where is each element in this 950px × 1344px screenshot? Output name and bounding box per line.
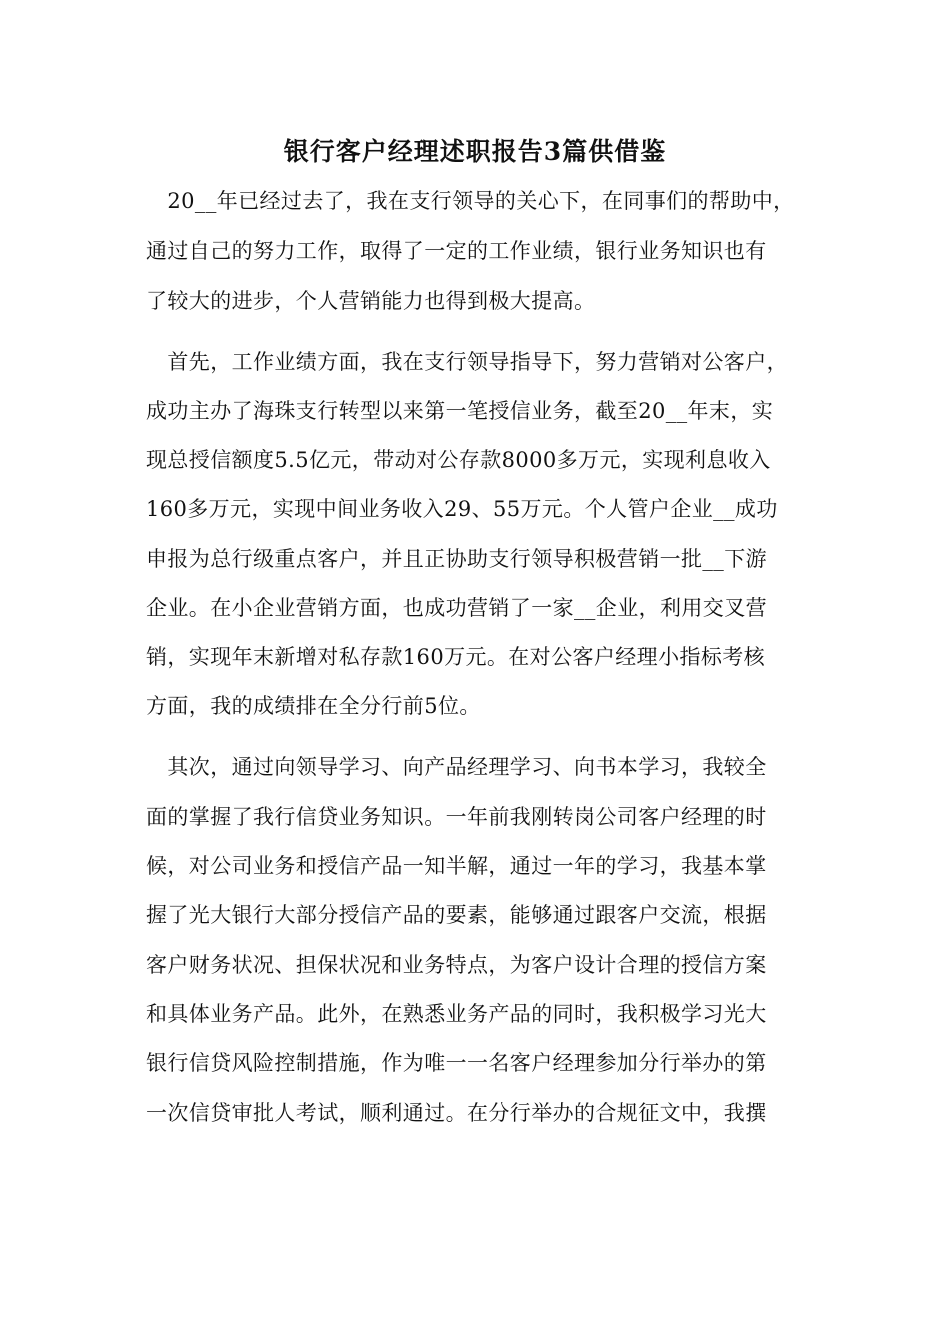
paragraph-3-line-3: 候，对公司业务和授信产品一知半解，通过一年的学习，我基本掌 — [146, 854, 767, 878]
paragraph-3-line-2: 面的掌握了我行信贷业务知识。一年前我刚转岗公司客户经理的时 — [146, 805, 767, 829]
paragraph-2-line-8: 方面，我的成绩排在全分行前5位。 — [146, 694, 481, 718]
paragraph-1-line-1: 20__年已经过去了，我在支行领导的关心下，在同事们的帮助中， — [146, 189, 795, 213]
paragraph-2-line-3: 现总授信额度5.5亿元，带动对公存款8000多万元，实现利息收入 — [146, 448, 771, 472]
paragraph-3-line-4: 握了光大银行大部分授信产品的要素，能够通过跟客户交流，根据 — [146, 903, 767, 927]
paragraph-3-line-7: 银行信贷风险控制措施，作为唯一一名客户经理参加分行举办的第 — [146, 1051, 767, 1075]
paragraph-3-line-8: 一次信贷审批人考试，顺利通过。在分行举办的合规征文中，我撰 — [146, 1101, 767, 1125]
paragraph-2-line-7: 销，实现年末新增对私存款160万元。在对公客户经理小指标考核 — [146, 645, 766, 669]
paragraph-3-line-5: 客户财务状况、担保状况和业务特点，为客户设计合理的授信方案 — [146, 953, 767, 977]
paragraph-2-line-6: 企业。在小企业营销方面，也成功营销了一家__企业，利用交叉营 — [146, 596, 767, 620]
paragraph-3-line-1: 其次，通过向领导学习、向产品经理学习、向书本学习，我较全 — [146, 755, 767, 779]
paragraph-2-line-1: 首先，工作业绩方面，我在支行领导指导下，努力营销对公客户， — [146, 350, 788, 374]
paragraph-2-line-4: 160多万元，实现中间业务收入29、55万元。个人管户企业__成功 — [146, 497, 778, 521]
paragraph-1-line-3: 了较大的进步，个人营销能力也得到极大提高。 — [146, 289, 596, 313]
paragraph-2-line-5: 申报为总行级重点客户，并且正协助支行领导积极营销一批__下游 — [146, 547, 767, 571]
paragraph-3-line-6: 和具体业务产品。此外，在熟悉业务产品的同时，我积极学习光大 — [146, 1002, 767, 1026]
paragraph-1-line-2: 通过自己的努力工作，取得了一定的工作业绩，银行业务知识也有 — [146, 239, 767, 263]
paragraph-2-line-2: 成功主办了海珠支行转型以来第一笔授信业务，截至20__年末，实 — [146, 399, 774, 423]
document-title: 银行客户经理述职报告3篇供借鉴 — [283, 137, 667, 166]
